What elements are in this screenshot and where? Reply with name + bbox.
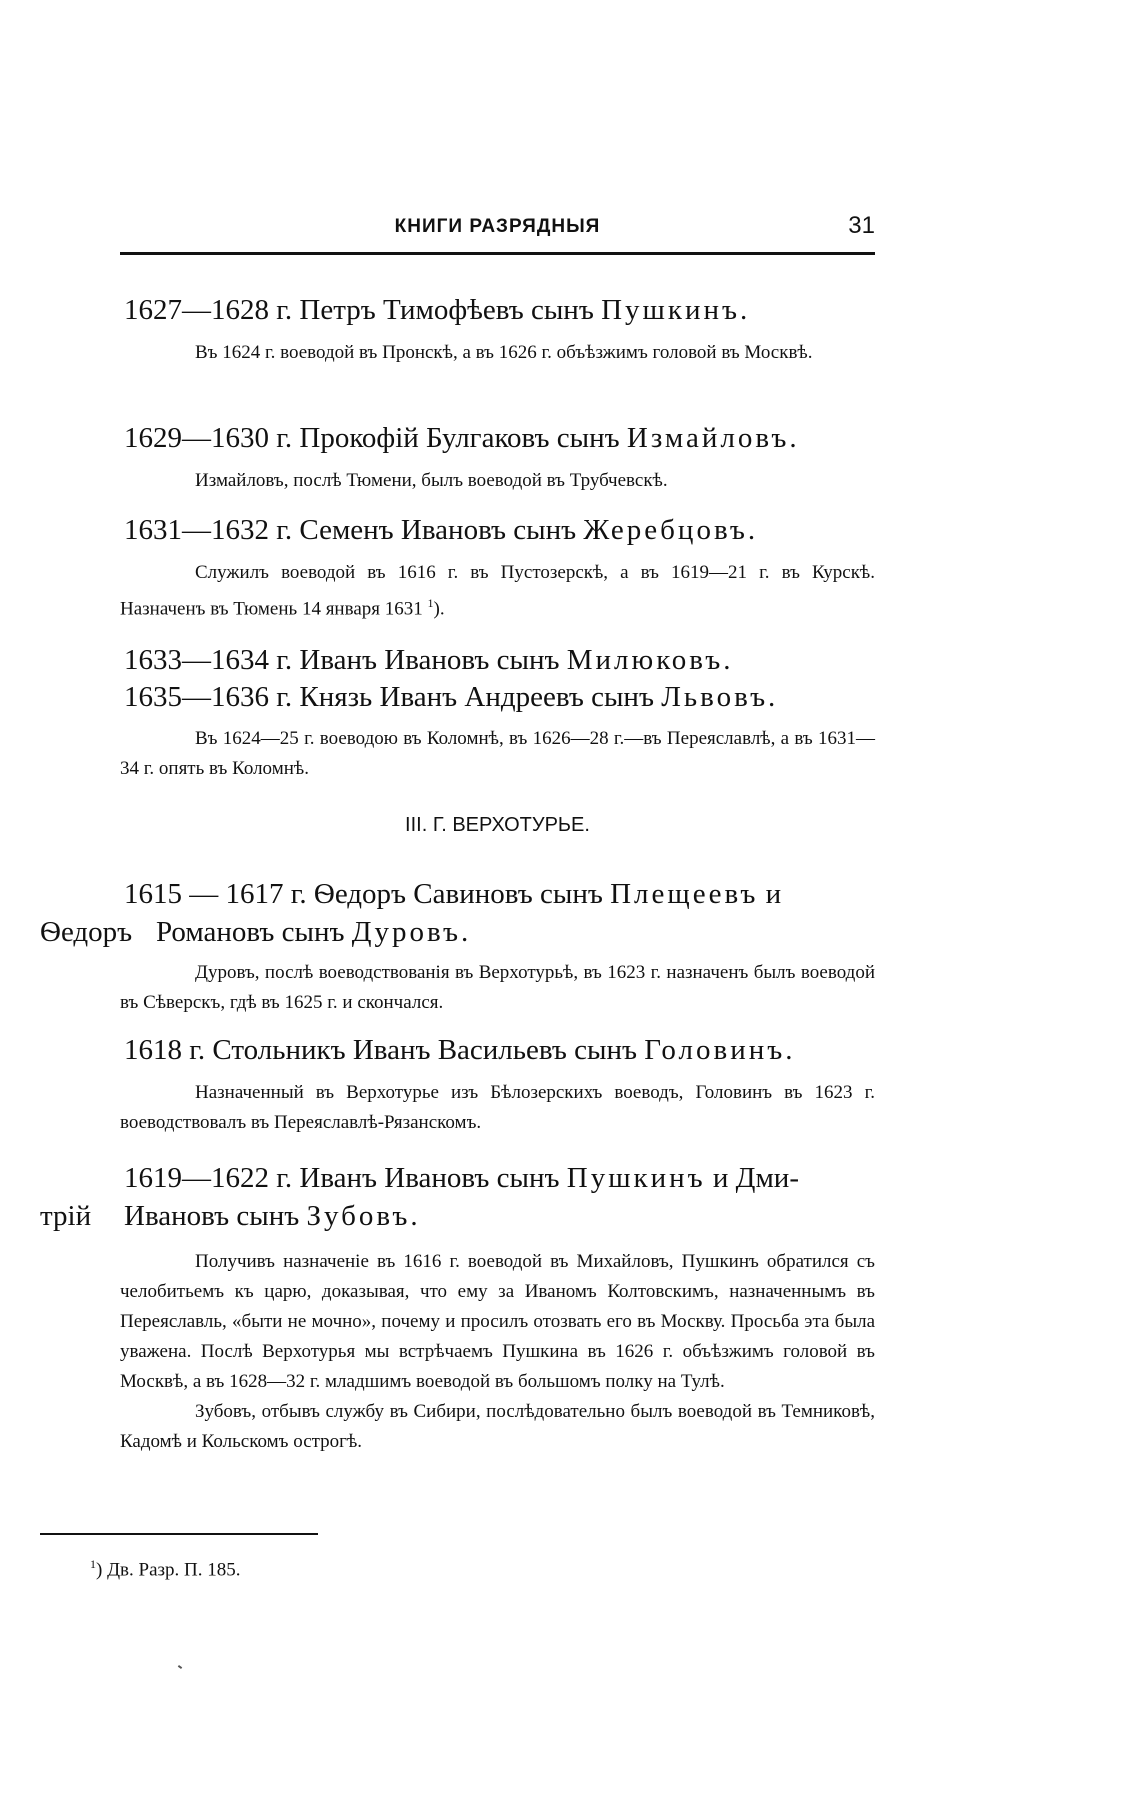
entry-years: 1619—1622 г. (124, 1162, 293, 1194)
footnote-ref: 1 (427, 596, 434, 610)
entry-name: Петръ Тимофѣевъ сынъ (299, 294, 594, 326)
entry-years: 1615 — 1617 г. (124, 878, 307, 910)
entry-years: 1618 г. (124, 1034, 206, 1066)
entry-paragraph: Зубовъ, отбывъ службу въ Сибири, послѣдовательно былъ воеводой въ Темниковѣ, Кадомѣ и Кольскомъ острогѣ. (120, 1401, 875, 1452)
entry-years: 1633—1634 г. (124, 644, 293, 676)
entry-surname: Львовъ. (661, 681, 779, 713)
entry-hanging-word: Ѳедоръ (40, 916, 133, 948)
entry-name: Прокофій Булгаковъ сынъ (299, 422, 620, 454)
entry-heading-1629 (124, 418, 879, 458)
entry-body-1619 (120, 1247, 875, 1457)
entry-heading-1615-line2 (156, 912, 856, 952)
entry-surname: Измайловъ. (626, 422, 800, 454)
entry-heading-1631 (124, 510, 879, 550)
running-title: КНИГИ РАЗРЯДНЫЯ (394, 216, 601, 237)
entry-heading-1635 (124, 677, 879, 717)
entry-years: 1627—1628 г. (124, 294, 293, 326)
entry-name: Стольникъ Иванъ Васильевъ сынъ (212, 1034, 637, 1066)
entry-body-1618 (120, 1078, 875, 1138)
entry-conjunction: и (765, 878, 782, 910)
footnote (90, 1557, 241, 1581)
entry-paragraph: Въ 1624 г. воеводой въ Пронскѣ, а въ 1626 г. объѣзжимъ головой въ Москвѣ. (195, 342, 813, 363)
entry-conjunction: и Дми- (712, 1162, 799, 1194)
entry-name: Иванъ Ивановъ сынъ (299, 1162, 560, 1194)
entry-heading-1633 (124, 640, 879, 680)
entry-body-1631 (120, 558, 875, 624)
entry-heading-1618 (124, 1030, 879, 1070)
entry-surname: Пушкинъ. (601, 294, 751, 326)
entry-heading-1615 (124, 874, 879, 914)
entry-name: Ивановъ сынъ (124, 1200, 300, 1232)
entry-years: 1635—1636 г. (124, 681, 293, 713)
entry-paragraph: Назначенный въ Верхотурье изъ Бѣлозерскихъ воеводъ, Головинъ въ 1623 г. воеводствовалъ въ Переяславлѣ-Рязанскомъ. (120, 1082, 875, 1133)
footnote-mark: 1 (90, 1557, 96, 1571)
footnote-rule (40, 1533, 318, 1535)
header-rule (120, 252, 875, 255)
entry-body-1635 (120, 724, 875, 784)
page-number: 31 (848, 212, 875, 239)
entry-name: Иванъ Ивановъ сынъ (299, 644, 560, 676)
entry-heading-1619 (124, 1158, 879, 1198)
entry-surname: Дуровъ. (351, 916, 472, 948)
entry-surname: Жеребцовъ. (583, 514, 759, 546)
entry-paragraph: Измайловъ, послѣ Тюмени, былъ воеводой въ Трубчевскѣ. (195, 470, 668, 491)
entry-body-1629 (120, 466, 875, 496)
entry-surname: Зубовъ. (306, 1200, 421, 1232)
entry-body-1627 (120, 338, 875, 368)
entry-hanging-word: трій (40, 1200, 92, 1232)
entry-paragraph: Въ 1624—25 г. воеводою въ Коломнѣ, въ 1626—28 г.—въ Переяславлѣ, а въ 1631—34 г. опять въ Коломнѣ. (120, 728, 875, 779)
entry-name: Ѳедоръ Савиновъ сынъ (313, 878, 603, 910)
entry-body-1615 (120, 958, 875, 1018)
entry-surname: Пушкинъ (566, 1162, 706, 1194)
entry-paragraph: Дуровъ, послѣ воеводствованія въ Верхотурьѣ, въ 1623 г. назначенъ былъ воеводой въ Сѣверскъ, гдѣ въ 1625 г. и скончался. (120, 962, 875, 1013)
running-head (120, 212, 875, 242)
entry-heading-1619-line2 (124, 1196, 824, 1236)
entry-surname: Милюковъ. (566, 644, 734, 676)
entry-years: 1631—1632 г. (124, 514, 293, 546)
entry-surname: Плещеевъ (610, 878, 759, 910)
entry-paragraph: Получивъ назначеніе въ 1616 г. воеводой въ Михайловъ, Пушкинъ обратился съ челобитьемъ къ царю, доказывая, что ему за Иваномъ Колтовскимъ, назначеннымъ въ Переяславль, «быти не мочно», почему и просилъ отозвать его въ Москву. Просьба эта была уважена. Послѣ Верхотурья мы встрѣчаемъ Пушкина въ 1626 г. объѣзжимъ головой въ Москвѣ, а въ 1628—32 г. младшимъ воеводой въ большомъ полку на Тулѣ. (120, 1251, 875, 1392)
section-title: III. Г. ВЕРХОТУРЬЕ. (405, 814, 590, 836)
footnote-text: ) Дв. Разр. П. 185. (96, 1559, 241, 1581)
entry-years: 1629—1630 г. (124, 422, 293, 454)
entry-heading-1627 (124, 290, 879, 330)
entry-paragraph-end: ). (433, 598, 445, 620)
entry-name: Князь Иванъ Андреевъ сынъ (299, 681, 654, 713)
entry-name: Романовъ сынъ (156, 916, 345, 948)
entry-paragraph-text: Служилъ воеводой въ 1616 г. въ Пустозерскѣ, а въ 1619—21 г. въ Курскѣ. Назначенъ въ Тюмень 14 января 1631 (120, 562, 875, 620)
print-speck (178, 1665, 182, 1669)
entry-name: Семенъ Ивановъ сынъ (299, 514, 577, 546)
entry-surname: Головинъ. (644, 1034, 796, 1066)
entry-paragraph (120, 558, 875, 624)
